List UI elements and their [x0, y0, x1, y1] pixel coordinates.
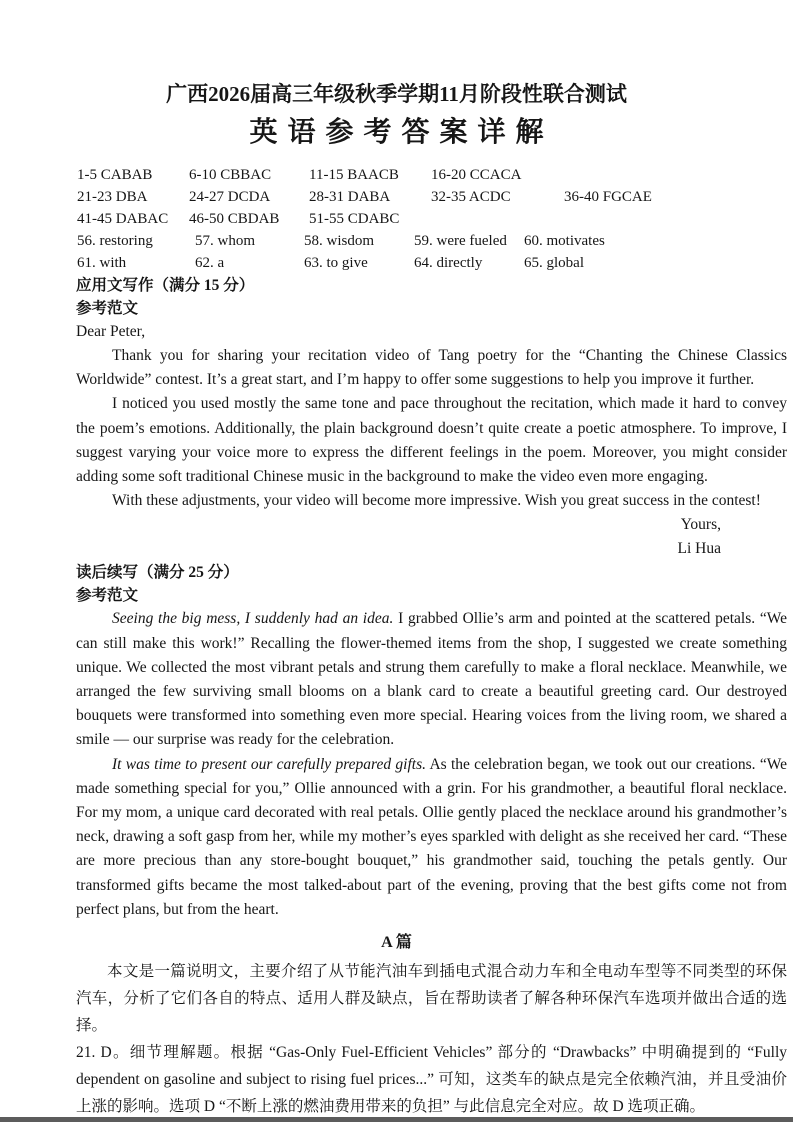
continuation-writing-section [76, 561, 787, 922]
answer-group [564, 164, 788, 186]
answer-item: 61. with [77, 255, 127, 271]
answer-group: 1-5 CABAB [77, 167, 153, 183]
answer-group: 32-35 ACDC [431, 189, 511, 205]
passage-a-heading: A 篇 [381, 934, 412, 952]
answer-key-row [77, 164, 788, 186]
paragraph-body: I grabbed Ollie’s arm and pointed at the scattered petals. “We can still make this work!” Recalling the flower-themed items from the shop, I suggested we create something unique. We collected the most vibrant petals and strung them carefully to make a floral necklace. Meanwhile, we arranged the few surviving small blooms on a blank card to create a beautiful greeting card. Our destroyed bouquets were transformed into something even more special. Hearing voices from the living room, we shared a smile — our surprise was ready for the celebration. [76, 610, 788, 749]
answer-key-row [77, 230, 788, 252]
model-essay-label: 参考范文 [76, 587, 139, 605]
applied-writing-section [76, 274, 787, 561]
answer-group: 41-45 DABAC [77, 211, 169, 227]
section-heading-applied-writing: 应用文写作（满分 15 分） [76, 277, 255, 294]
paragraph-lead-italic: It was time to present our carefully prepared gifts. [112, 755, 426, 773]
answer-key [77, 164, 788, 274]
answer-group [431, 208, 564, 230]
answer-group: 51-55 CDABC [309, 211, 400, 227]
answer-item: 62. a [195, 255, 225, 271]
answer-key-row [77, 186, 788, 208]
answer-item: 65. global [524, 255, 584, 271]
answer-group [564, 208, 788, 230]
answer-group: 21-23 DBA [77, 189, 148, 205]
paragraph-body: As the celebration began, we took out our creations. “We made something special for you,” Ollie announced with a grin. For his grandmother, a beautiful floral necklace. For my mom, a unique card decorated with real petals. Ollie gently placed the necklace around his grandmother’s neck, drawing a soft gasp from her, while my mother’s eyes sparkled with delight as she received her card. “These are more precious than any store-bought bouquet,” his grandmother said, touching the petals gently. Our transformed gifts became the most talked-about part of the evening, proving that the best gifts come not from perfect plans, but from the heart. [76, 755, 787, 918]
letter-salutation: Dear Peter, [76, 323, 146, 340]
page-title: 广西2026届高三年级秋季学期11月阶段性联合测试 [166, 82, 627, 106]
answer-group: 16-20 CCACA [431, 167, 522, 183]
letter-signature: Li Hua [677, 540, 721, 558]
answer-item: 64. directly [414, 255, 483, 271]
passage-a-section [76, 958, 787, 1120]
answer-item: 58. wisdom [304, 233, 375, 249]
answer-item: 63. to give [304, 255, 368, 271]
answers-subtitle: 英语参考答案详解 [249, 117, 554, 148]
answer-group: 6-10 CBBAC [189, 167, 272, 183]
letter-paragraph: I noticed you used mostly the same tone and pace throughout the recitation, which made it hard to convey the poem’s emotions. Additionally, the plain background doesn’t quite create a poetic atmosphere. To improve, I suggest varying your voice more to express the different feelings in the poem. Moreover, you might consider adding some soft traditional Chinese music in the background to make the video even more engaging. [76, 395, 787, 486]
letter-paragraph: Thank you for sharing your recitation video of Tang poetry for the “Chanting the Chinese Classics Worldwide” contest. It’s a great start, and I’m happy to offer some suggestions to help you improve it further. [76, 347, 787, 389]
answer-item: 57. whom [195, 233, 255, 249]
answer-group: 36-40 FGCAE [564, 189, 652, 205]
answer-group: 24-27 DCDA [189, 189, 271, 205]
answer-item: 60. motivates [524, 233, 605, 249]
passage-a-summary: 本文是一篇说明文，主要介绍了从节能汽油车到插电式混合动力车和全电动车型等不同类型的环保汽车，分析了它们各自的特点、适用人群及缺点，旨在帮助读者了解各种环保汽车选项并做出合适的选择。 [76, 963, 787, 1035]
answer-group: 46-50 CBDAB [189, 211, 280, 227]
page-bottom-edge [0, 1117, 793, 1122]
question-21-explanation: 21. D。细节理解题。根据 “Gas-Only Fuel-Efficient Vehicles” 部分的 “Drawbacks” 中明确提到的 “Fully dependent on gasoline and subject to rising fuel prices...” 可知，这类车的缺点是完全依赖汽油，并且受油价上涨的影响。选项 D “不断上涨的燃油费用带来的负担” 与此信息完全对应。故 D 选项正确。 [76, 1044, 787, 1116]
answer-key-row [77, 208, 788, 230]
continuation-paragraph [76, 753, 787, 922]
paragraph-lead-italic: Seeing the big mess, I suddenly had an idea. [112, 610, 394, 628]
answer-group: 11-15 BAACB [309, 167, 399, 183]
answer-item: 56. restoring [77, 233, 153, 249]
letter-closing: Yours, [680, 516, 721, 534]
model-essay-label: 参考范文 [76, 300, 139, 317]
section-heading-continuation: 读后续写（满分 25 分） [76, 564, 239, 582]
answer-group: 28-31 DABA [309, 189, 391, 205]
continuation-paragraph [76, 607, 787, 752]
letter-paragraph: With these adjustments, your video will become more impressive. Wish you great success in the contest! [112, 492, 761, 510]
answer-key-row [77, 252, 788, 274]
answer-item: 59. were fueled [414, 233, 507, 249]
